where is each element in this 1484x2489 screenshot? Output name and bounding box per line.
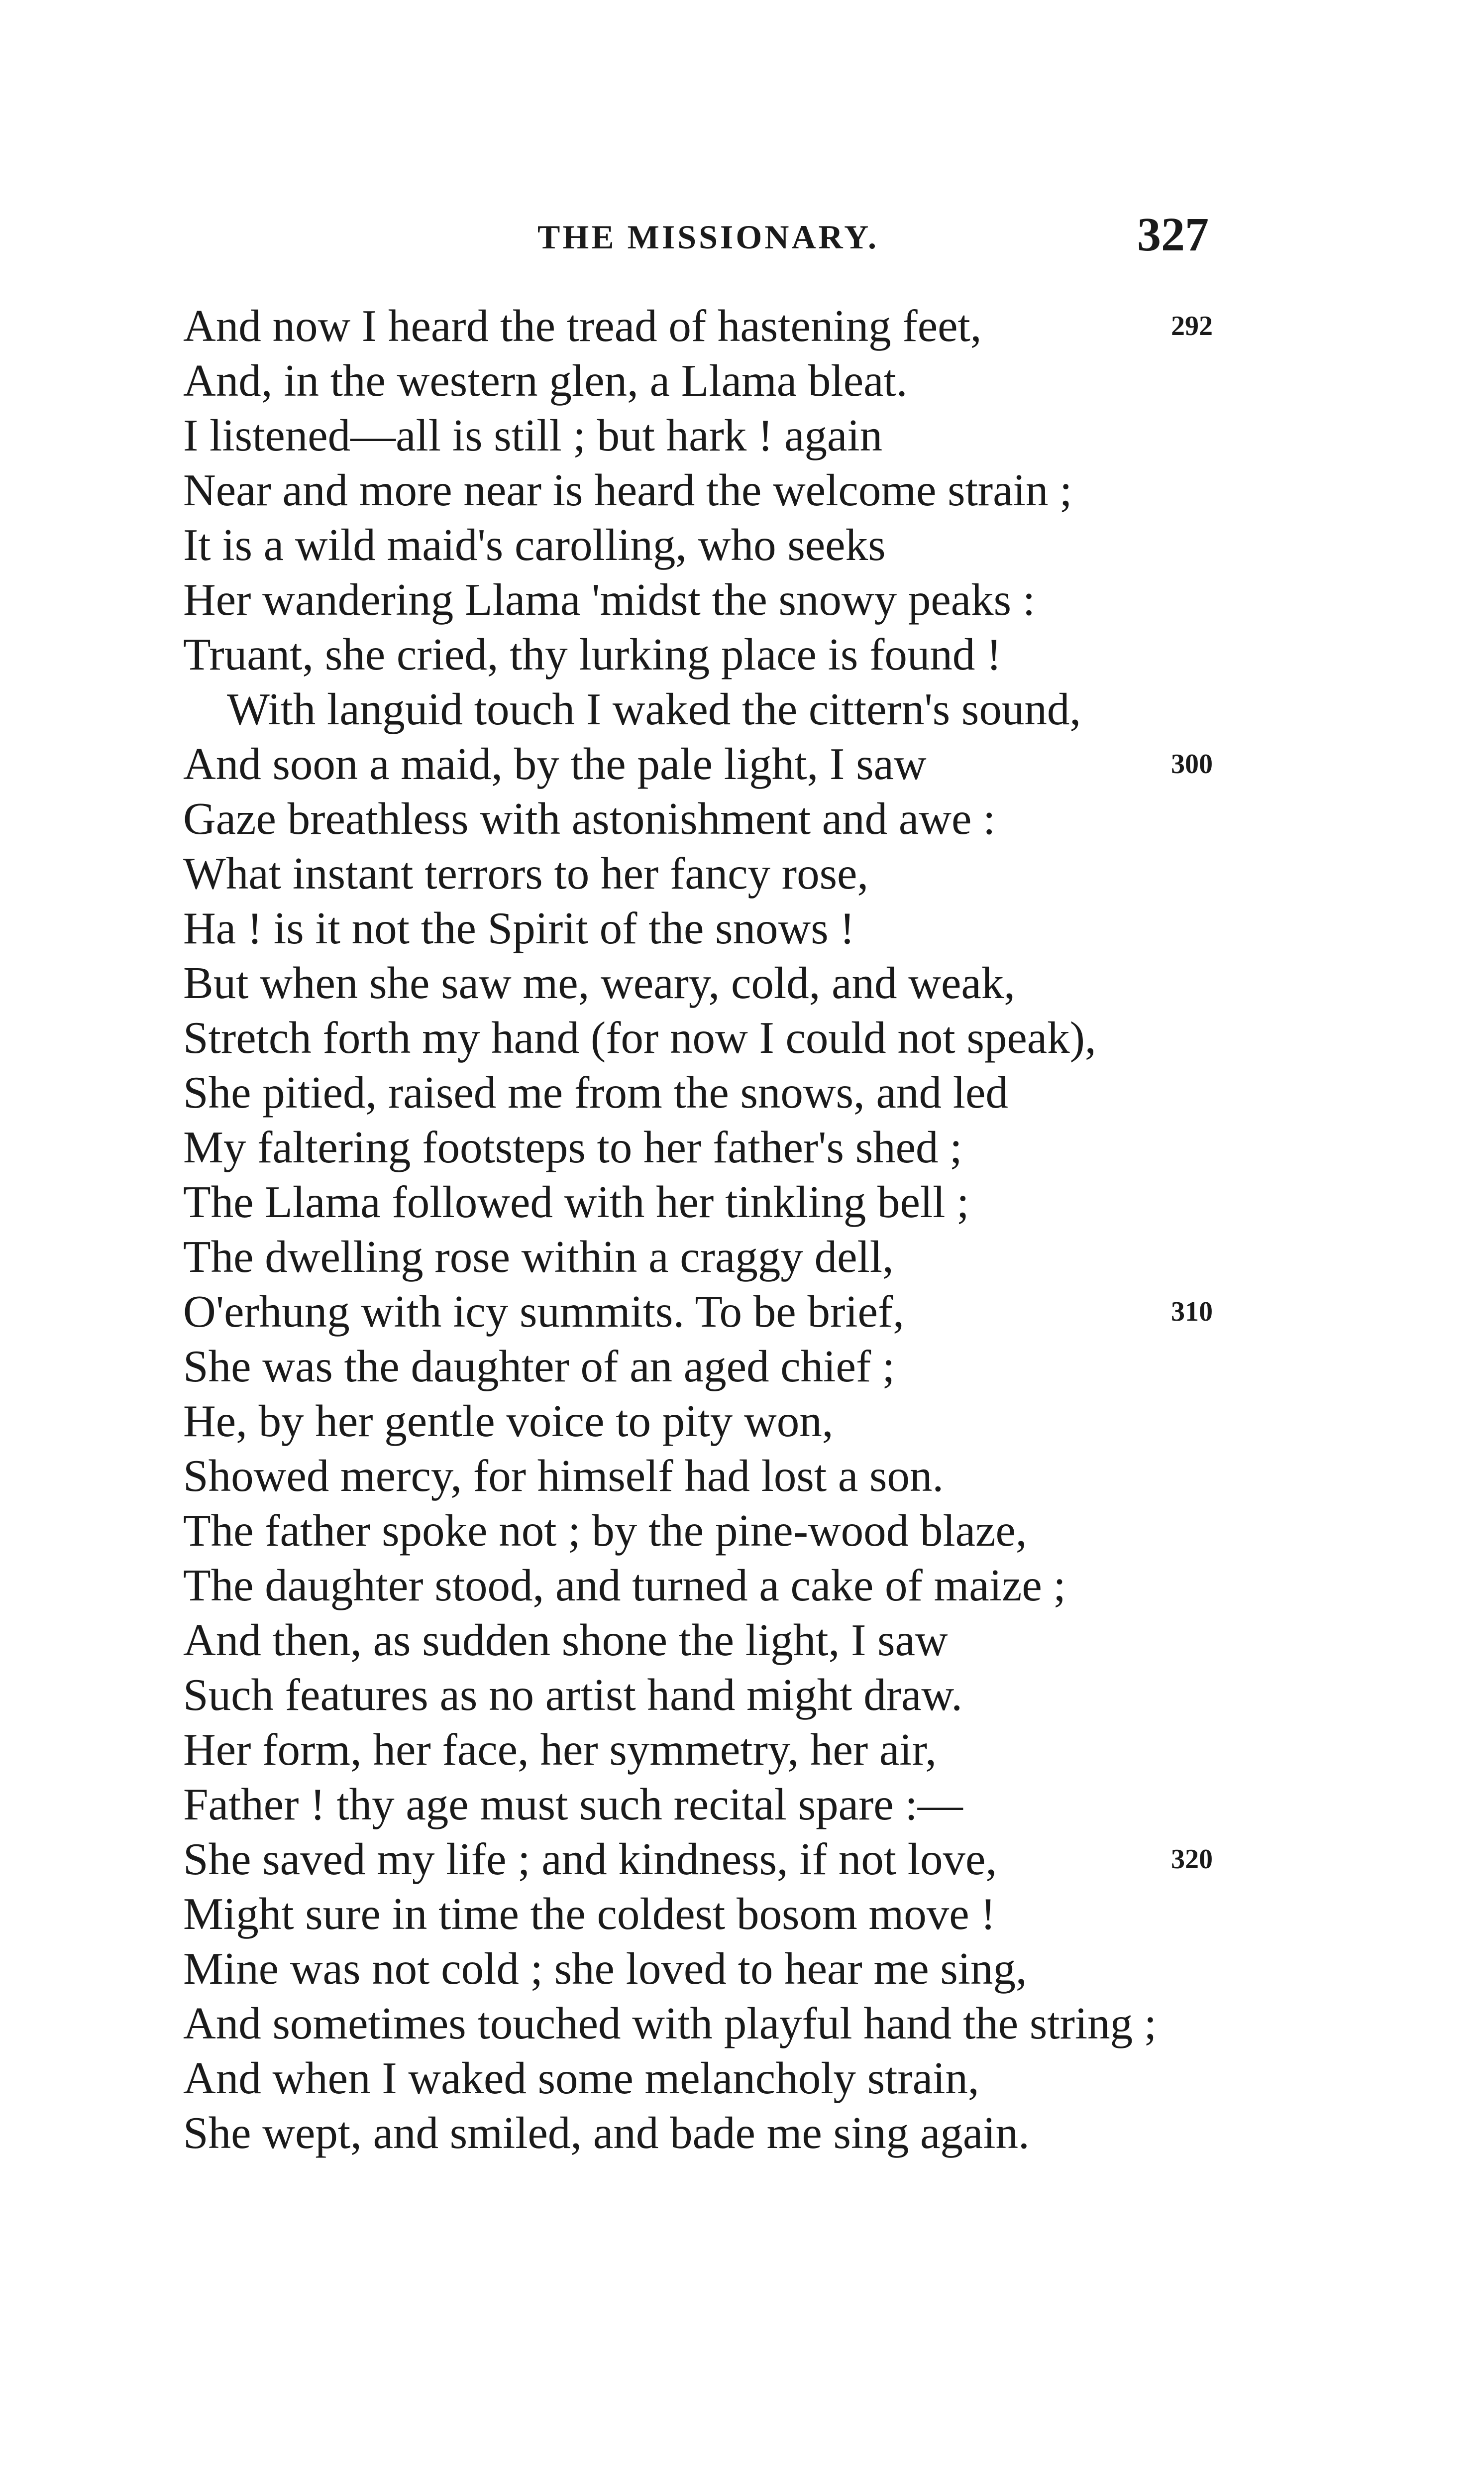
poem-line-text: Truant, she cried, thy lurking place is found !	[183, 629, 1002, 679]
running-title: THE MISSIONARY.	[537, 218, 879, 256]
poem-line-text: Such features as no artist hand might draw.	[183, 1670, 962, 1720]
poem-line	[183, 682, 1427, 737]
poem-line-text: He, by her gentle voice to pity won,	[183, 1396, 834, 1446]
page-number: 327	[1137, 208, 1209, 261]
poem-line-text: Gaze breathless with astonishment and awe :	[183, 793, 996, 844]
poem-line-text: And then, as sudden shone the light, I saw	[183, 1615, 948, 1665]
poem-line-text: Mine was not cold ; she loved to hear me sing,	[183, 1943, 1027, 1994]
poem-line-text: And sometimes touched with playful hand the string ;	[183, 1998, 1157, 2048]
poem-line	[183, 846, 1427, 901]
poem-text	[183, 299, 1427, 2160]
poem-line	[183, 792, 1427, 846]
poem-line	[183, 1613, 1427, 1668]
poem-line-text: I listened—all is still ; but hark ! again	[183, 410, 883, 460]
poem-line-text: Near and more near is heard the welcome strain ;	[183, 465, 1072, 515]
poem-line-text: The father spoke not ; by the pine-wood blaze,	[183, 1505, 1027, 1556]
poem-line	[183, 1722, 1427, 1777]
poem-line	[183, 1449, 1427, 1503]
poem-line-text: Ha ! is it not the Spirit of the snows !	[183, 903, 855, 953]
poem-line-text: With languid touch I waked the cittern's sound,	[227, 684, 1081, 734]
poem-line	[183, 1996, 1427, 2051]
poem-line-text: She saved my life ; and kindness, if not love,	[183, 1834, 997, 1884]
poem-line	[183, 1503, 1427, 1558]
poem-line-text: It is a wild maid's carolling, who seeks	[183, 520, 886, 570]
poem-line	[183, 1832, 1427, 1887]
poem-line-text: Might sure in time the coldest bosom move !	[183, 1889, 996, 1939]
poem-line	[183, 1065, 1427, 1120]
poem-line-text: O'erhung with icy summits. To be brief,	[183, 1286, 904, 1337]
poem-line	[183, 901, 1427, 956]
poem-line	[183, 408, 1427, 463]
line-number: 310	[1171, 1296, 1213, 1327]
poem-line-text: Her form, her face, her symmetry, her air,	[183, 1724, 937, 1775]
poem-line	[183, 1175, 1427, 1230]
poem-line	[183, 627, 1427, 682]
line-number: 320	[1171, 1844, 1213, 1875]
poem-line-text: And, in the western glen, a Llama bleat.	[183, 355, 908, 406]
poem-line-text: The daughter stood, and turned a cake of maize ;	[183, 1560, 1066, 1610]
running-head	[0, 207, 1484, 266]
poem-line	[183, 2106, 1427, 2160]
poem-line	[183, 1011, 1427, 1065]
poem-line	[183, 737, 1427, 792]
poem-line-text: And now I heard the tread of hastening feet,	[183, 301, 982, 351]
poem-line	[183, 1394, 1427, 1449]
poem-line	[183, 2051, 1427, 2106]
poem-line-text: Her wandering Llama 'midst the snowy peaks :	[183, 574, 1036, 625]
poem-line-text: She was the daughter of an aged chief ;	[183, 1341, 895, 1391]
poem-line	[183, 1339, 1427, 1394]
line-number: 292	[1171, 311, 1213, 341]
poem-line-text: And when I waked some melancholy strain,	[183, 2053, 979, 2103]
poem-line	[183, 299, 1427, 353]
poem-line-text: She wept, and smiled, and bade me sing again.	[183, 2108, 1030, 2158]
poem-line-text: My faltering footsteps to her father's shed ;	[183, 1122, 962, 1172]
poem-line	[183, 463, 1427, 518]
poem-line	[183, 1777, 1427, 1832]
poem-line-text: The dwelling rose within a craggy dell,	[183, 1232, 894, 1282]
poem-line	[183, 956, 1427, 1011]
poem-line-text: What instant terrors to her fancy rose,	[183, 848, 869, 899]
poem-line	[183, 1941, 1427, 1996]
poem-line-text: The Llama followed with her tinkling bell ;	[183, 1177, 969, 1227]
poem-line-text: And soon a maid, by the pale light, I saw	[183, 739, 927, 789]
poem-line	[183, 518, 1427, 572]
poem-line-text: But when she saw me, weary, cold, and weak,	[183, 958, 1016, 1008]
poem-line	[183, 572, 1427, 627]
poem-line	[183, 1668, 1427, 1722]
poem-line-text: Showed mercy, for himself had lost a son.	[183, 1451, 944, 1501]
poem-line	[183, 1230, 1427, 1284]
poem-line	[183, 353, 1427, 408]
poem-line	[183, 1120, 1427, 1175]
line-number: 300	[1171, 749, 1213, 780]
poem-line-text: Stretch forth my hand (for now I could not speak),	[183, 1013, 1096, 1063]
poem-line	[183, 1284, 1427, 1339]
poem-line	[183, 1558, 1427, 1613]
poem-line	[183, 1887, 1427, 1941]
poem-line-text: Father ! thy age must such recital spare :—	[183, 1779, 963, 1829]
poem-line-text: She pitied, raised me from the snows, and led	[183, 1067, 1008, 1118]
